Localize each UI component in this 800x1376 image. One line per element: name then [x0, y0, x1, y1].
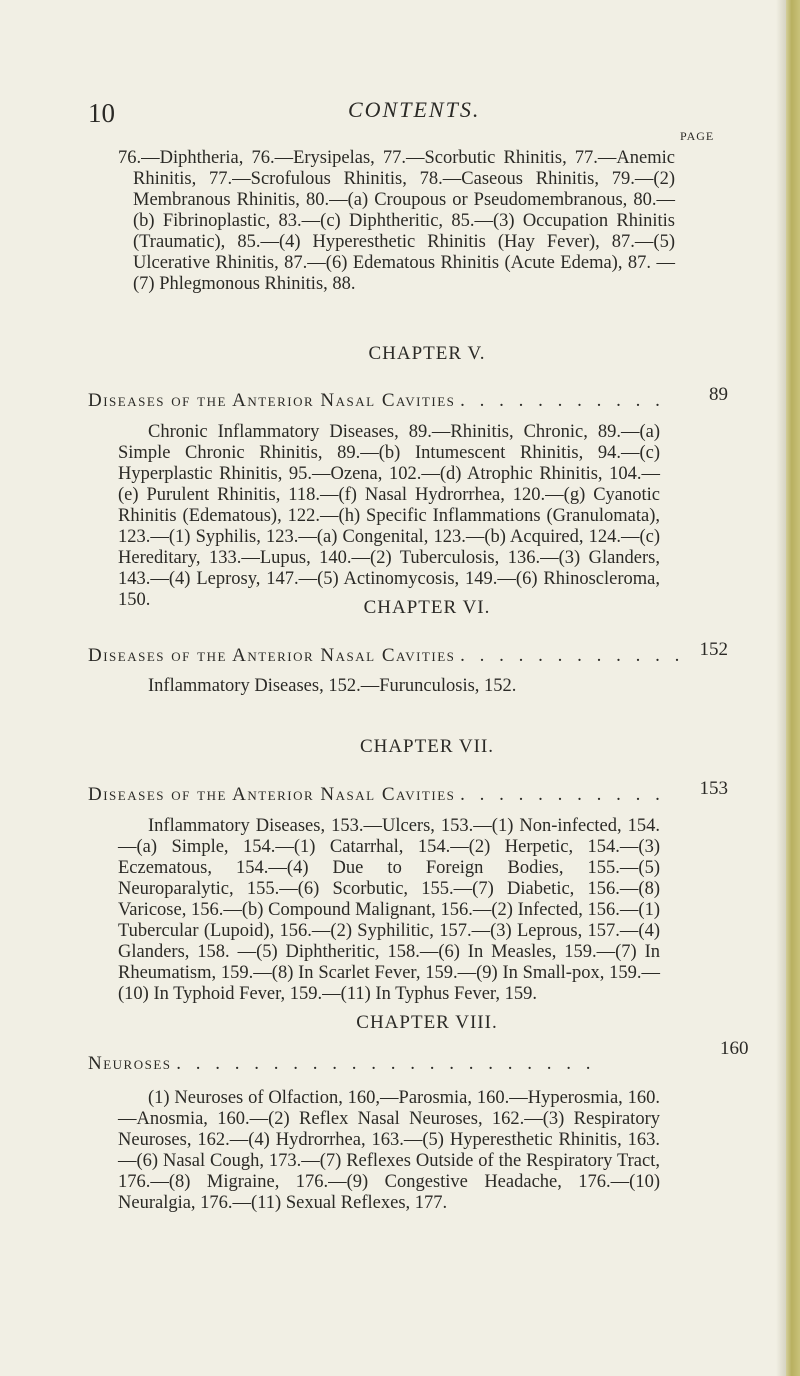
section-title-row — [88, 384, 728, 414]
leader-dots: . . . . . . . . . . . — [460, 784, 665, 805]
chapter-contents: Chronic Inflammatory Diseases, 89.—Rhinitis, Chronic, 89.—(a) Simple Chronic Rhinitis, 89.—(b) Intumescent Rhinitis, 94.—(c) Hyperplastic Rhinitis, 95.—Ozena, 102.—(d) Atrophic Rhinitis, 104.—(e) Purulent Rhinitis, 118.—(f) Nasal Hydrorrhea, 120.—(g) Cyanotic Rhinitis (Edematous), 122.—(h) Specific Inflammations (Granulomata), 123.—(1) Syphilis, 123.—(a) Congenital, 123.—(b) Acquired, 124.—(c) Hereditary, 133.—Lupus, 140.—(2) Tuberculosis, 136.—(3) Glanders, 143.—(4) Leprosy, 147.—(5) Actinomycosis, 149.—(6) Rhinoscleroma, 150. — [118, 422, 660, 610]
section-title: Neuroses — [88, 1053, 172, 1074]
chapter-heading: CHAPTER VII. — [359, 736, 495, 757]
section-title-row — [88, 1053, 688, 1077]
leader-dots: . . . . . . . . . . . . — [460, 645, 685, 666]
section-page: 152 — [699, 639, 728, 660]
chapter-heading: CHAPTER V. — [368, 343, 486, 364]
chapter-contents: Inflammatory Diseases, 152.—Furunculosis, 152. — [148, 676, 517, 696]
section-page: 160 — [720, 1038, 749, 1059]
binding-shadow — [776, 0, 786, 1376]
intro-paragraph: 76.—Diphtheria, 76.—Erysipelas, 77.—Scorbutic Rhinitis, 77.—Anemic Rhinitis, 77.—Scrofulous Rhinitis, 78.—Caseous Rhinitis, 79.—(2) Membranous Rhinitis, 80.—(a) Croupous or Pseudomembranous, 80.—(b) Fibrinoplastic, 83.—(c) Diphtheritic, 85.—(3) Occupation Rhinitis (Traumatic), 85.—(4) Hyperesthetic Rhinitis (Hay Fever), 87.—(5) Ulcerative Rhinitis, 87.—(6) Edematous Rhinitis (Acute Edema), 87. —(7) Phlegmonous Rhinitis, 88. — [118, 148, 675, 294]
chapter-contents: Inflammatory Diseases, 153.—Ulcers, 153.—(1) Non-infected, 154. —(a) Simple, 154.—(1) Catarrhal, 154.—(2) Herpetic, 154.—(3) Eczematous, 154.—(4) Due to Foreign Bodies, 155.—(5) Neuroparalytic, 155.—(6) Scorbutic, 155.—(7) Diabetic, 156.—(8) Varicose, 156.—(b) Compound Malignant, 156.—(2) Infected, 156.—(1) Tubercular (Lupoid), 156.—(2) Syphilitic, 157.—(3) Leprous, 157.—(4) Glanders, 158. —(5) Diphtheritic, 158.—(6) In Measles, 159.—(7) In Rheumatism, 159.—(8) In Scarlet Fever, 159.—(9) In Small-pox, 159.—(10) In Typhoid Fever, 159.—(11) In Typhus Fever, 159. — [118, 816, 660, 1004]
section-title: Diseases of the Anterior Nasal Cavities — [88, 645, 456, 666]
leader-dots: . . . . . . . . . . . . . . . . . . . . . . — [176, 1053, 596, 1074]
running-title: CONTENTS. — [348, 97, 481, 122]
page-edge — [786, 0, 800, 1376]
section-title-row — [88, 778, 728, 808]
section-title: Diseases of the Anterior Nasal Cavities — [88, 784, 456, 805]
page-column-label: PAGE — [680, 129, 715, 143]
chapter-contents: (1) Neuroses of Olfaction, 160,—Parosmia, 160.—Hyperosmia, 160.—Anosmia, 160.—(2) Reflex Nasal Neuroses, 162.—(3) Respiratory Neuroses, 162.—(4) Hydrorrhea, 163.—(5) Hyperesthetic Rhinitis, 163.—(6) Nasal Cough, 173.—(7) Reflexes Outside of the Respiratory Tract, 176.—(8) Migraine, 176.—(9) Congestive Headache, 176.—(10) Neuralgia, 176.—(11) Sexual Reflexes, 177. — [118, 1088, 660, 1213]
chapter-heading: CHAPTER VIII. — [356, 1012, 498, 1033]
page-number: 10 — [88, 98, 115, 128]
section-page: 153 — [699, 778, 728, 799]
chapter-heading: CHAPTER VI. — [363, 597, 491, 618]
leader-dots: . . . . . . . . . . . — [460, 390, 665, 411]
section-title-row — [88, 639, 728, 669]
section-page: 89 — [709, 384, 728, 405]
section-title: Diseases of the Anterior Nasal Cavities — [88, 390, 456, 411]
